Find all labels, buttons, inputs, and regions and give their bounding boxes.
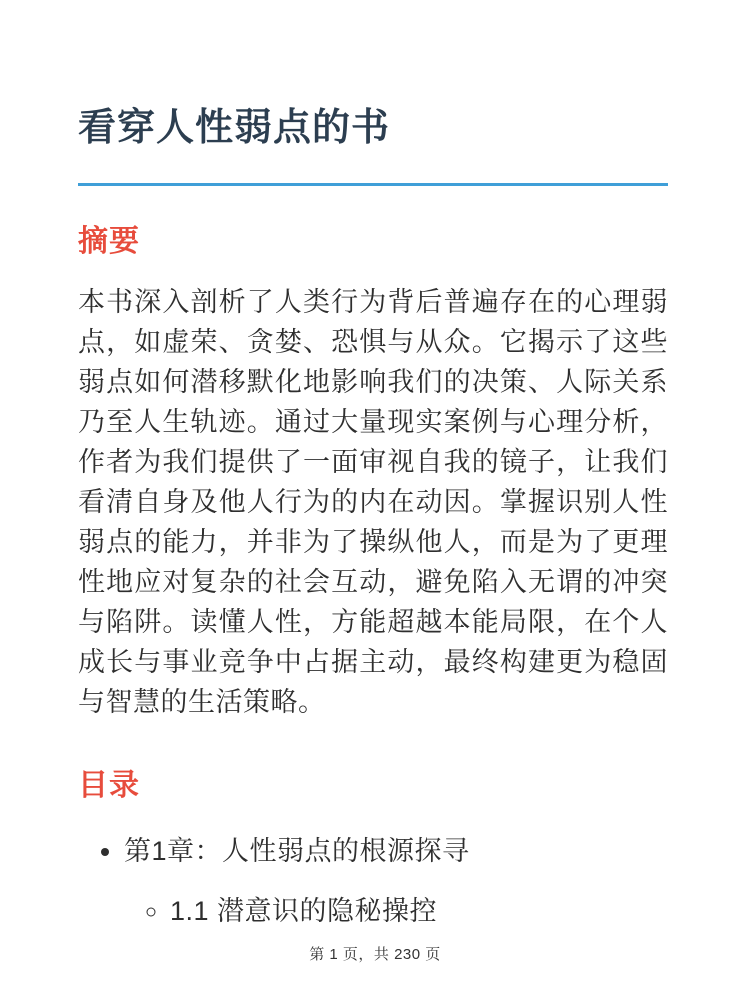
toc-sublist — [124, 891, 668, 931]
toc-item-chapter-1 — [124, 831, 668, 931]
title-divider — [78, 183, 668, 186]
summary-paragraph: 本书深入剖析了人类行为背后普遍存在的心理弱点，如虚荣、贪婪、恐惧与从众。它揭示了这些弱点如何潜移默化地影响我们的决策、人际关系乃至人生轨迹。通过大量现实案例与心理分析，作者为我们提供了一面审视自我的镜子，让我们看清自身及他人行为的内在动因。掌握识别人性弱点的能力，并非为了操纵他人，而是为了更理性地应对复杂的社会互动，避免陷入无谓的冲突与陷阱。读懂人性，方能超越本能局限，在个人成长与事业竞争中占据主动，最终构建更为稳固与智慧的生活策略。 — [78, 287, 668, 718]
toc-heading: 目录 — [78, 769, 140, 803]
toc-list — [78, 831, 668, 931]
toc-item-label: 第1章：人性弱点的根源探寻 — [124, 836, 470, 867]
toc-subitem-1-1 — [170, 891, 668, 931]
page-title: 看穿人性弱点的书 — [78, 107, 391, 149]
page-footer: 第 1 页，共 230 页 — [309, 946, 441, 963]
toc-subitem-label: 1.1 潜意识的隐秘操控 — [170, 896, 438, 927]
summary-heading: 摘要 — [78, 225, 140, 259]
